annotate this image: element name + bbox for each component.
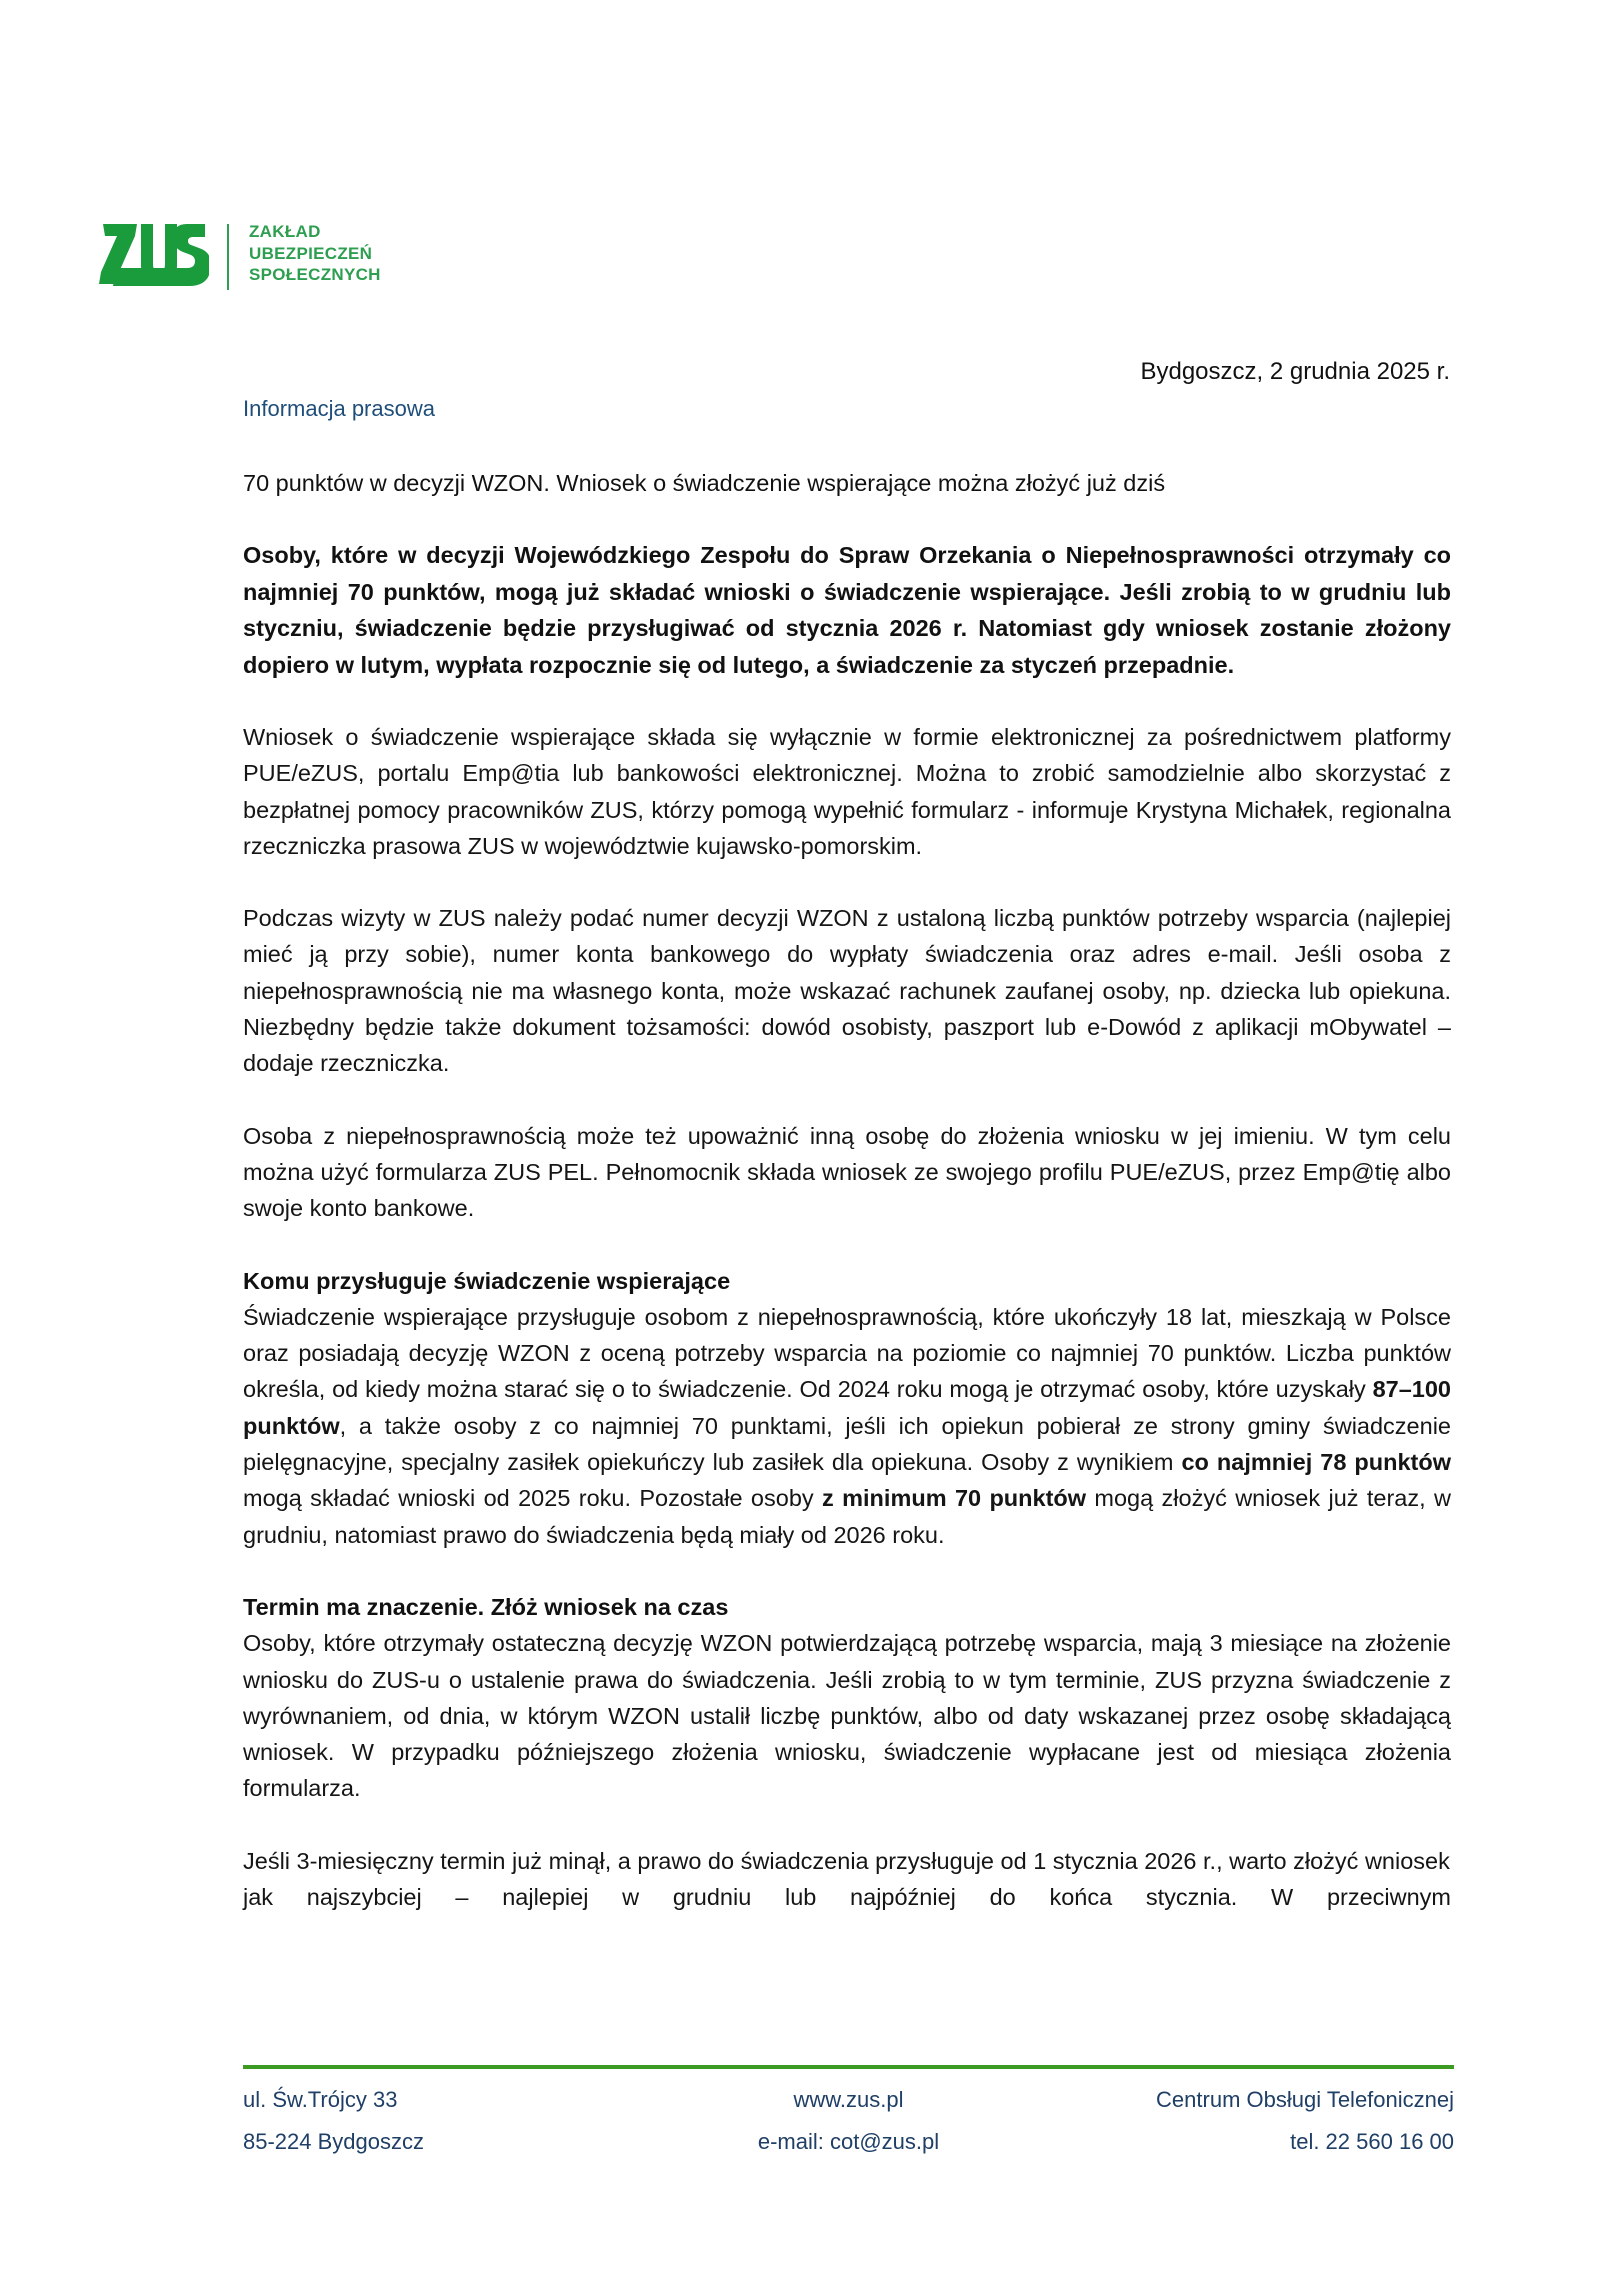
bold-text: co najmniej 78 punktów	[1181, 1449, 1451, 1476]
bold-text: z minimum 70 punktów	[822, 1485, 1087, 1512]
bold-text: 87–100 punktów	[243, 1376, 1451, 1439]
paragraph: Podczas wizyty w ZUS należy podać numer decyzji WZON z ustaloną liczbą punktów potrzeby wsparcia (najlepiej mieć ją przy sobie), numer konta bankowego do wypłaty świadczenia oraz adres e-mail. Jeśli osoba z niepełnosprawnością nie ma własnego konta, może wskazać rachunek zaufanej osoby, np. dziecka lub opiekuna. Niezbędny będzie także dokument tożsamości: dowód osobisty, paszport lub e-Dowód z aplikacji mObywatel – dodaje rzeczniczka.	[243, 905, 1451, 1077]
text-run: Świadczenie wspierające przysługuje osobom z niepełnosprawnością, które ukończyły 18 lat, mieszkają w Polsce oraz posiadają decyzję WZON z oceną potrzeby wsparcia na poziomie co najmniej 70 punktów. Liczba punktów określa, od kiedy można starać się o to świadczenie. Od 2024 roku mogą je otrzymać osoby, które uzyskały	[243, 1303, 1451, 1403]
text-run: mogą składać wnioski od 2025 roku. Pozostałe osoby	[243, 1485, 823, 1512]
footer	[243, 2083, 1454, 2167]
text-run: , a także osoby z co najmniej 70 punktami, jeśli ich opiekun pobierał ze strony gminy świadczenie pielęgnacyjne, specjalny zasiłek opiekuńczy lub zasiłek dla opiekuna. Osoby z wynikiem	[243, 1412, 1451, 1476]
logo-line: SPOŁECZNYCH	[249, 265, 381, 284]
footer-email-link[interactable]: e-mail: cot@zus.pl	[757, 2129, 940, 2154]
footer-website-link[interactable]: www.zus.pl	[793, 2087, 904, 2112]
logo-line: UBEZPIECZEŃ	[249, 243, 373, 263]
logo-separator	[227, 224, 229, 290]
paragraph: Osoba z niepełnosprawnością może też upoważnić inną osobę do złożenia wniosku w jej imieniu. W tym celu można użyć formularza ZUS PEL. Pełnomocnik składa wniosek ze swojego profilu PUE/eZUS, przez Emp@tię albo swoje konto bankowe.	[243, 1122, 1451, 1222]
section-heading-eligibility: Komu przysługuje świadczenie wspierające	[243, 1267, 731, 1294]
section-heading-deadline: Termin ma znaczenie. Złóż wniosek na czas	[243, 1593, 729, 1620]
article-body	[243, 465, 1451, 1915]
footer-call-center-label: Centrum Obsługi Telefonicznej	[1156, 2087, 1455, 2112]
footer-phone: tel. 22 560 16 00	[1290, 2129, 1455, 2154]
paragraph-eligibility	[243, 1299, 1451, 1553]
paragraph: Wniosek o świadczenie wspierające składa się wyłącznie w formie elektronicznej za pośrednictwem platformy PUE/eZUS, portalu Emp@tia lub bankowości elektronicznej. Można to zrobić samodzielnie albo skorzystać z bezpłatnej pomocy pracowników ZUS, którzy pomogą wypełnić formularz - informuje Krystyna Michałek, regionalna rzeczniczka prasowa ZUS w województwie kujawsko-pomorskim.	[243, 724, 1451, 859]
press-release-label: Informacja prasowa	[243, 396, 435, 421]
paragraph-deadline: Osoby, które otrzymały ostateczną decyzję WZON potwierdzającą potrzebę wsparcia, mają 3 miesiące na złożenie wniosku do ZUS-u o ustalenie prawa do świadczenia. Jeśli zrobią to w tym terminie, ZUS przyzna świadczenie z wyrównaniem, od dnia, w którym WZON ustalił liczbę punktów, albo od daty wskazanej przez osobę składającą wniosek. W przypadku późniejszego złożenia wniosku, świadczenie wypłacane jest od miesiąca złożenia formularza.	[243, 1630, 1451, 1802]
paragraph-deadline-continued: Jeśli 3-miesięczny termin już minął, a prawo do świadczenia przysługuje od 1 stycznia 2026 r., warto złożyć wniosek jak najszybciej – najlepiej w grudniu lub najpóźniej do końca stycznia. W przeciwnym	[243, 1847, 1451, 1911]
logo-wordmark	[249, 221, 381, 286]
document-date: Bydgoszcz, 2 grudnia 2025 r.	[1140, 358, 1450, 385]
text-run: mogą złożyć wniosek już teraz, w grudniu, natomiast prawo do świadczenia będą miały od 2026 roku.	[243, 1485, 1451, 1548]
footer-address-city: 85-224 Bydgoszcz	[243, 2129, 424, 2154]
article-lead: Osoby, które w decyzji Wojewódzkiego Zespołu do Spraw Orzekania o Niepełnosprawności otrzymały co najmniej 70 punktów, mogą już składać wnioski o świadczenie wspierające. Jeśli zrobią to w grudniu lub styczniu, świadczenie będzie przysługiwać od stycznia 2026 r. Natomiast gdy wniosek zostanie złożony dopiero w lutym, wypłata rozpocznie się od lutego, a świadczenie za styczeń przepadnie.	[243, 542, 1451, 678]
footer-address-street: ul. Św.Trójcy 33	[243, 2087, 398, 2112]
footer-divider	[243, 2065, 1454, 2069]
article-title: 70 punktów w decyzji WZON. Wniosek o świadczenie wspierające można złożyć już dziś	[243, 470, 1166, 496]
zus-logo-icon	[97, 222, 209, 290]
logo-line: ZAKŁAD	[249, 222, 321, 241]
